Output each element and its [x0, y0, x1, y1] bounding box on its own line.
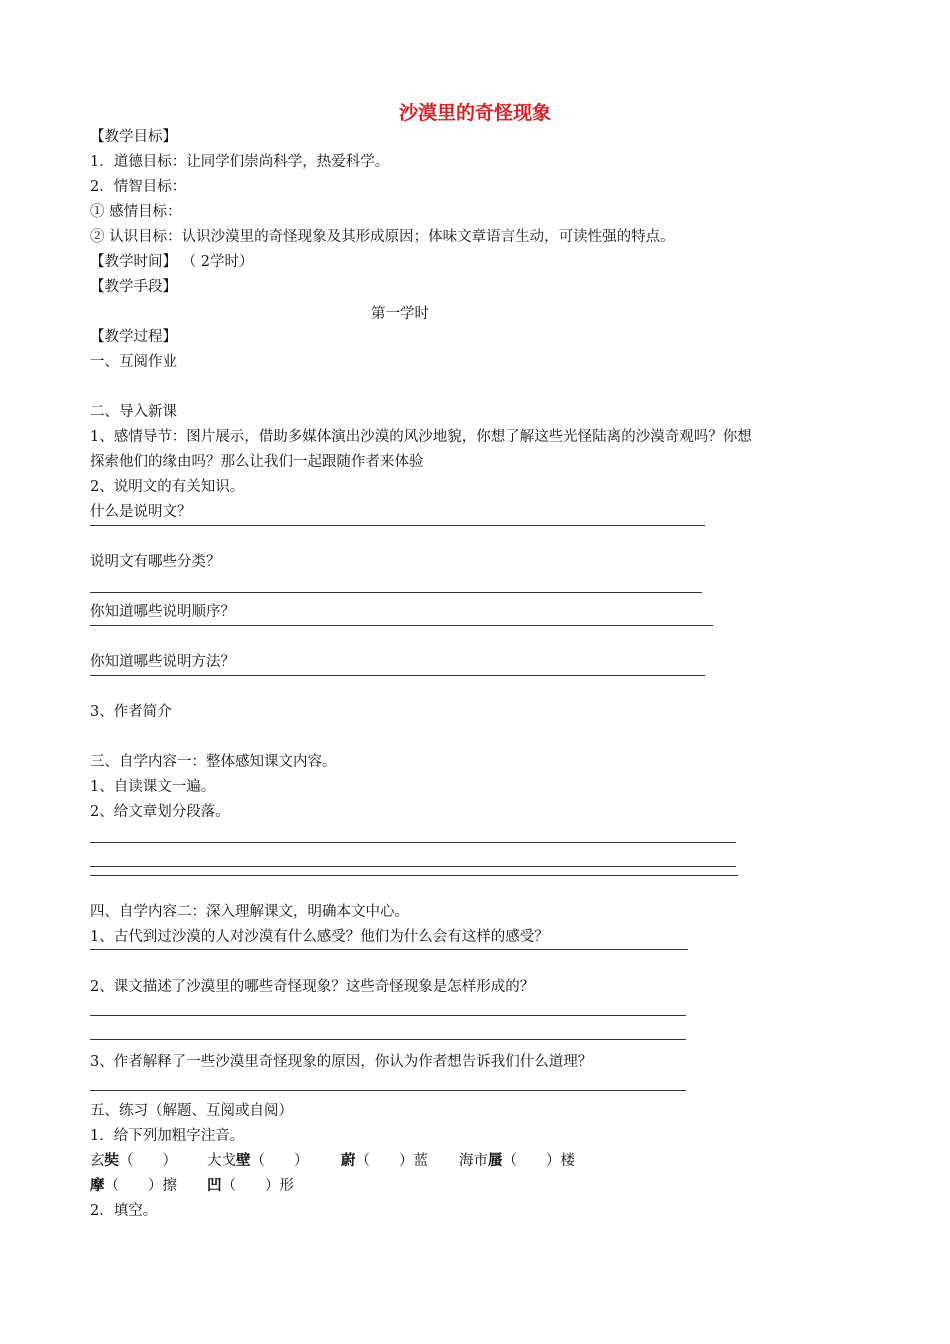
section-2: 二、导入新课 [90, 404, 177, 420]
section-4: 四、自学内容二：深入理解课文，明确本文中心。 [90, 904, 409, 920]
section-3: 三、自学内容一：整体感知课文内容。 [90, 754, 337, 770]
pinyin-item: 玄奘（ ） [90, 1152, 177, 1169]
question-what-is: 什么是说明文？ [90, 504, 192, 520]
goal-moral: 1．道德目标：让同学们崇尚科学，热爱科学。 [90, 154, 390, 170]
section-3-item-2: 2、给文章划分段落。 [90, 804, 230, 820]
pinyin-item: 凹（ ）形 [207, 1177, 294, 1194]
question-order: 你知道哪些说明顺序？ [90, 604, 235, 620]
answer-line [90, 592, 702, 593]
answer-line [90, 1015, 686, 1016]
question-methods: 你知道哪些说明方法？ [90, 654, 235, 670]
section-2-item-1-line-2: 探索他们的缘由吗？那么让我们一起跟随作者来体验 [90, 454, 424, 470]
question-categories: 说明文有哪些分类？ [90, 554, 221, 570]
section-3-item-1: 1、自读课文一遍。 [90, 779, 216, 795]
section-4-item-1: 1、古代到过沙漠的人对沙漠有什么感受？他们为什么会有这样的感受？ [90, 929, 549, 945]
answer-line [90, 625, 713, 626]
section-5: 五、练习（解题、互阅或自阅） [90, 1103, 293, 1119]
lesson-label: 第一学时 [371, 306, 429, 322]
goals-heading: 【教学目标】 [90, 129, 177, 145]
section-1: 一、互阅作业 [90, 354, 177, 370]
answer-line [90, 866, 736, 867]
answer-line [90, 1039, 686, 1040]
process-heading: 【教学过程】 [90, 329, 177, 345]
section-4-item-2: 2、课文描述了沙漠里的哪些奇怪现象？这些奇怪现象是怎样形成的？ [90, 979, 535, 995]
pinyin-item: 蔚（ ）蓝 [341, 1152, 428, 1169]
section-4-item-3: 3、作者解释了一些沙漠里奇怪现象的原因，你认为作者想告诉我们什么道理？ [90, 1054, 593, 1070]
answer-line [90, 949, 688, 950]
goal-emotion: ① 感情目标： [90, 204, 182, 220]
answer-line [90, 875, 738, 876]
section-2-item-2: 2、说明文的有关知识。 [90, 479, 245, 495]
pinyin-item: 海市蜃（ ）楼 [459, 1152, 575, 1169]
pinyin-item: 大戈壁（ ） [207, 1152, 309, 1169]
answer-line [90, 525, 705, 526]
page-title: 沙漠里的奇怪现象 [398, 102, 551, 124]
section-5-item-2: 2．填空。 [90, 1203, 158, 1219]
answer-line [90, 842, 736, 843]
means-heading: 【教学手段】 [90, 279, 177, 295]
pinyin-item: 摩（ ）擦 [90, 1177, 177, 1194]
section-5-item-1: 1．给下列加粗字注音。 [90, 1128, 245, 1144]
section-2-item-1-line-1: 1、感情导节：图片展示，借助多媒体演出沙漠的风沙地貌，你想了解这些光怪陆离的沙漠奇观吗？你想 [90, 429, 752, 445]
time-heading: 【教学时间】 （ 2学时） [90, 254, 254, 270]
section-2-item-3: 3、作者简介 [90, 704, 172, 720]
answer-line [90, 675, 705, 676]
goal-cognition: ② 认识目标：认识沙漠里的奇怪现象及其形成原因；体味文章语言生动，可读性强的特点。 [90, 229, 675, 245]
goal-intellect: 2．情智目标： [90, 179, 187, 195]
answer-line [90, 1090, 686, 1091]
